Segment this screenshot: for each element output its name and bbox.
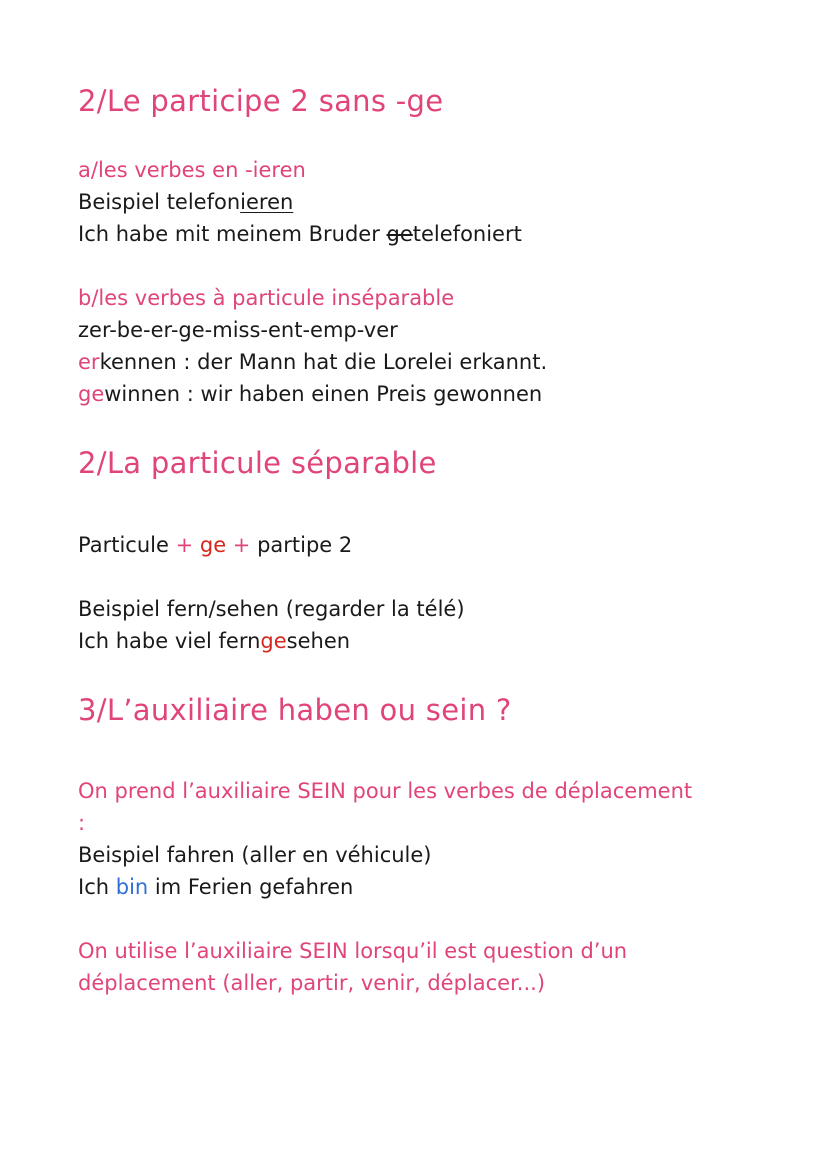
formula-particule: Particule [78,533,176,557]
sein-note-line-1: On utilise l’auxiliaire SEIN lorsqu’il est question d’un [78,939,628,963]
formula-plus-2: + [226,533,258,557]
section-1-title: 2/Le participe 2 sans -ge [78,84,444,118]
sein-rule-line-2: : [78,811,86,835]
fernsehen-sentence-prefix: Ich habe viel fern [78,629,261,653]
formula-partipe: partipe 2 [257,533,353,557]
sein-note-line-2: déplacement (aller, partir, venir, déplacer...) [78,971,546,995]
sein-rule-line-1: On prend l’auxiliaire SEIN pour les verbes de déplacement [78,779,693,803]
fahren-example: Beispiel fahren (aller en véhicule) [78,843,432,867]
formula-ge: ge [199,533,227,557]
fernsehen-sentence-rest: sehen [286,629,351,653]
erkennen-example [78,349,547,375]
ieren-sentence-rest: telefoniert [412,222,522,246]
fahren-sentence-prefix: Ich [78,875,116,899]
inseparable-particles: zer-be-er-ge-miss-ent-emp-ver [78,318,398,342]
erkennen-rest: kennen : der Mann hat die Lorelei erkannt. [99,350,548,374]
ieren-suffix: ieren [240,190,294,214]
section-1b-title: b/les verbes à particule inséparable [78,286,455,310]
section-2-title: 2/La particule séparable [78,446,437,480]
erkennen-prefix: er [78,350,100,374]
gewinnen-prefix: ge [78,382,105,406]
section-1a-title: a/les verbes en -ieren [78,158,306,182]
separable-formula [78,532,352,558]
bin-word: bin [115,875,149,899]
fernsehen-ge: ge [260,629,287,653]
ieren-sentence-prefix: Ich habe mit meinem Bruder [78,222,387,246]
gewinnen-example [78,381,542,407]
fahren-sentence [78,874,353,900]
section-3-title: 3/L’auxiliaire haben ou sein ? [78,693,512,727]
struck-ge: ge [386,222,413,246]
ieren-sentence [78,221,522,247]
formula-plus-1: + [175,533,200,557]
ieren-example-prefix: Beispiel telefon [78,190,241,214]
ieren-example [78,189,293,215]
fernsehen-example: Beispiel fern/sehen (regarder la télé) [78,597,465,621]
fernsehen-sentence [78,628,350,654]
fahren-sentence-rest: im Ferien gefahren [148,875,354,899]
gewinnen-rest: winnen : wir haben einen Preis gewonnen [104,382,543,406]
